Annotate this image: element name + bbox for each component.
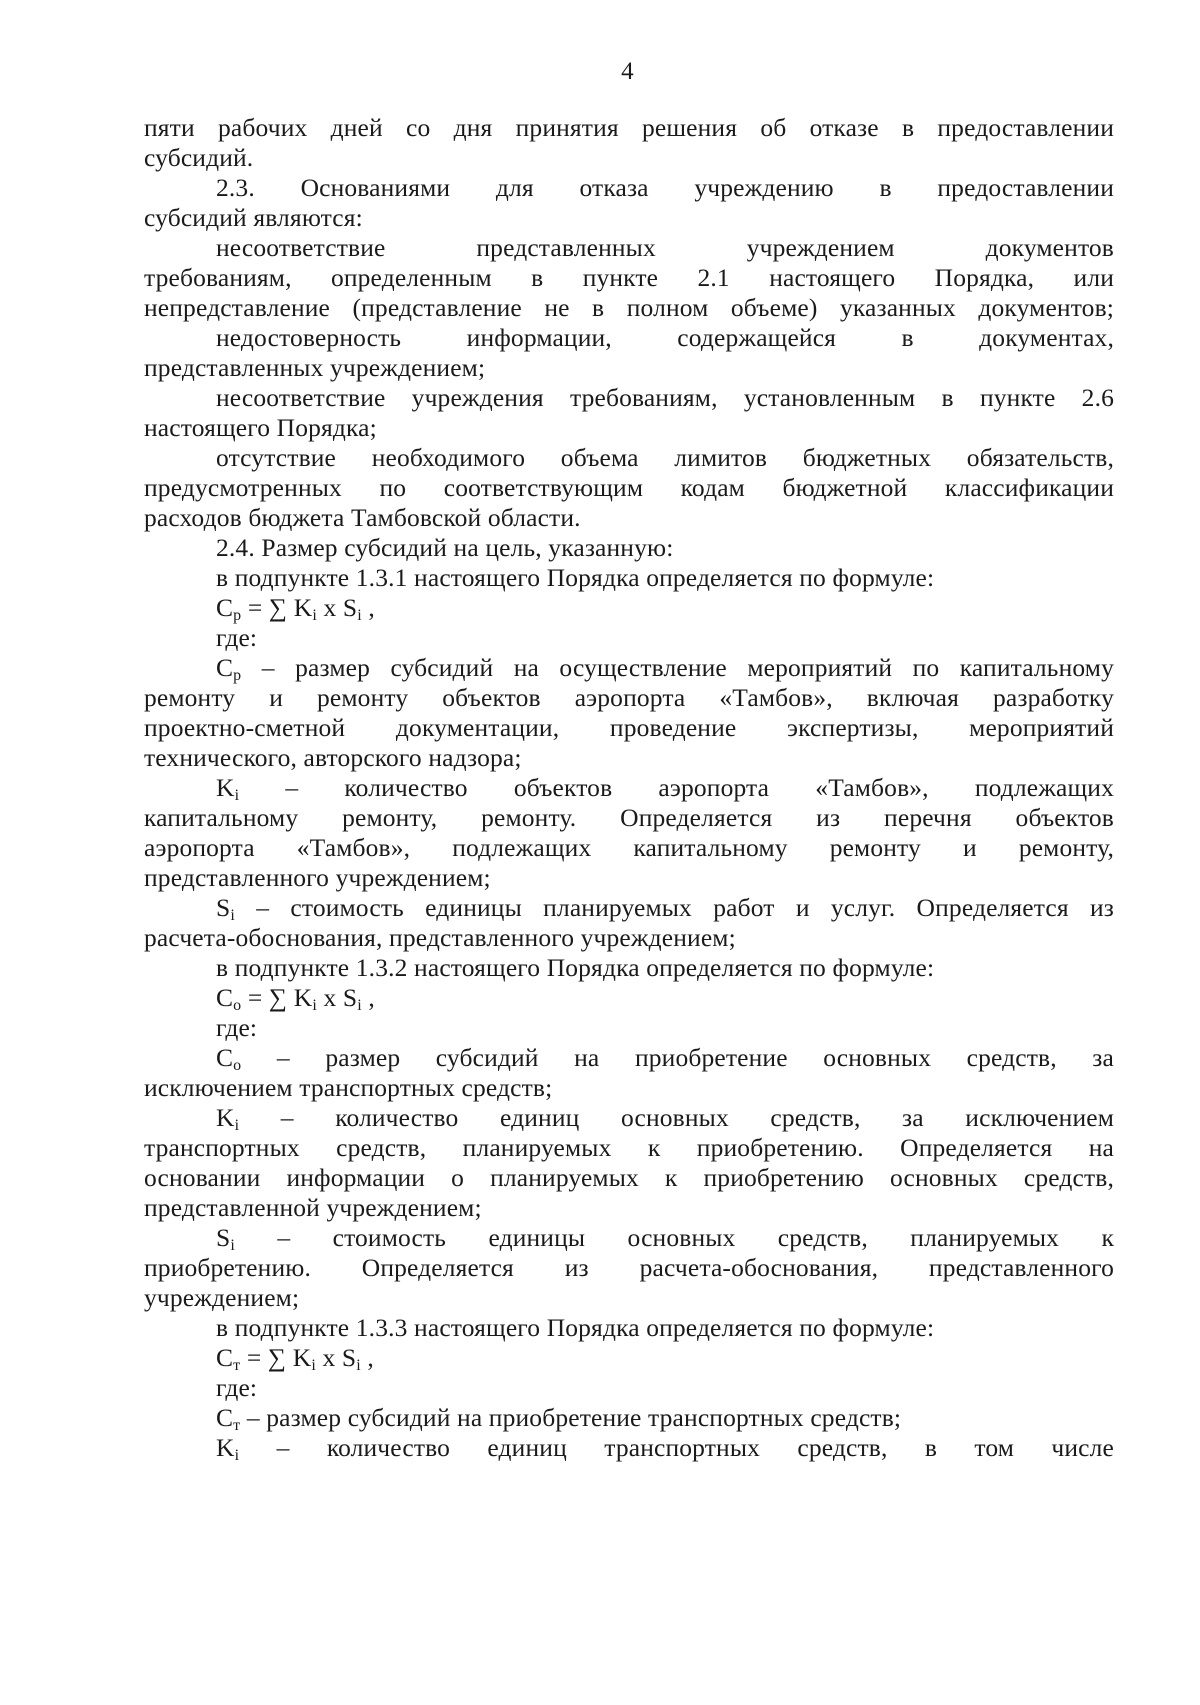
text-line: где:: [216, 623, 258, 652]
text-line: субсидий являются:: [144, 203, 363, 232]
text-line: расходов бюджета Тамбовской области.: [144, 503, 581, 532]
text-line: основании информации о планируемых к приобретению основных средств,: [144, 1163, 1114, 1192]
text-line: 2.4. Размер субсидий на цель, указанную:: [216, 533, 674, 562]
text-line: предусмотренных по соответствующим кодам бюджетной классификации: [144, 473, 1114, 502]
text-line: субсидий.: [144, 143, 254, 172]
text-line: представленной учреждением;: [144, 1193, 482, 1222]
text-line: ремонту и ремонту объектов аэропорта «Тамбов», включая разработку: [144, 683, 1114, 712]
text-line: исключением транспортных средств;: [144, 1073, 553, 1102]
text-line: несоответствие представленных учреждением документов: [216, 233, 1114, 262]
text-line: Cо – размер субсидий на приобретение основных средств, за: [216, 1043, 1114, 1074]
text-line: транспортных средств, планируемых к приобретению. Определяется на: [144, 1133, 1114, 1162]
text-line: в подпункте 1.3.1 настоящего Порядка определяется по формуле:: [216, 563, 935, 592]
text-line: несоответствие учреждения требованиям, установленным в пункте 2.6: [216, 383, 1114, 412]
text-line: где:: [216, 1013, 258, 1042]
text-line: расчета-обоснования, представленного учреждением;: [144, 923, 736, 952]
formula-co: Cо = ∑ Ki x Si ,: [216, 983, 375, 1014]
text-line: непредставление (представление не в полном объеме) указанных документов;: [144, 293, 1114, 322]
text-line: технического, авторского надзора;: [144, 743, 522, 772]
text-line: в подпункте 1.3.2 настоящего Порядка определяется по формуле:: [216, 953, 935, 982]
text-line: пяти рабочих дней со дня принятия решения об отказе в предоставлении: [144, 113, 1114, 142]
text-line: проектно-сметной документации, проведение экспертизы, мероприятий: [144, 713, 1114, 742]
text-line: аэропорта «Тамбов», подлежащих капитальному ремонту и ремонту,: [144, 833, 1114, 862]
text-line: Ki – количество единиц транспортных средств, в том числе: [216, 1433, 1114, 1464]
text-line: представленных учреждением;: [144, 353, 486, 382]
formula-ct: Cт = ∑ Ki x Si ,: [216, 1343, 374, 1374]
text-line: где:: [216, 1373, 258, 1402]
text-line: приобретению. Определяется из расчета-обоснования, представленного: [144, 1253, 1114, 1282]
text-line: Ki – количество единиц основных средств, за исключением: [216, 1103, 1114, 1134]
text-line: учреждением;: [144, 1283, 300, 1312]
text-line: 2.3. Основаниями для отказа учреждению в предоставлении: [216, 173, 1114, 202]
formula-cp: Cр = ∑ Ki x Si ,: [216, 593, 375, 624]
text-line: Si – стоимость единицы планируемых работ и услуг. Определяется из: [216, 893, 1114, 924]
text-line: капитальному ремонту, ремонту. Определяется из перечня объектов: [144, 803, 1114, 832]
text-line: настоящего Порядка;: [144, 413, 377, 442]
text-line: Cр – размер субсидий на осуществление мероприятий по капитальному: [216, 653, 1114, 684]
text-line: Cт – размер субсидий на приобретение транспортных средств;: [216, 1403, 902, 1434]
text-line: отсутствие необходимого объема лимитов бюджетных обязательств,: [216, 443, 1114, 472]
text-line: требованиям, определенным в пункте 2.1 настоящего Порядка, или: [144, 263, 1114, 292]
text-line: представленного учреждением;: [144, 863, 491, 892]
text-line: в подпункте 1.3.3 настоящего Порядка определяется по формуле:: [216, 1313, 935, 1342]
page-number: 4: [621, 58, 634, 85]
text-line: Si – стоимость единицы основных средств, планируемых к: [216, 1223, 1114, 1254]
text-line: недостоверность информации, содержащейся в документах,: [216, 323, 1114, 352]
text-line: Ki – количество объектов аэропорта «Тамбов», подлежащих: [216, 773, 1114, 804]
